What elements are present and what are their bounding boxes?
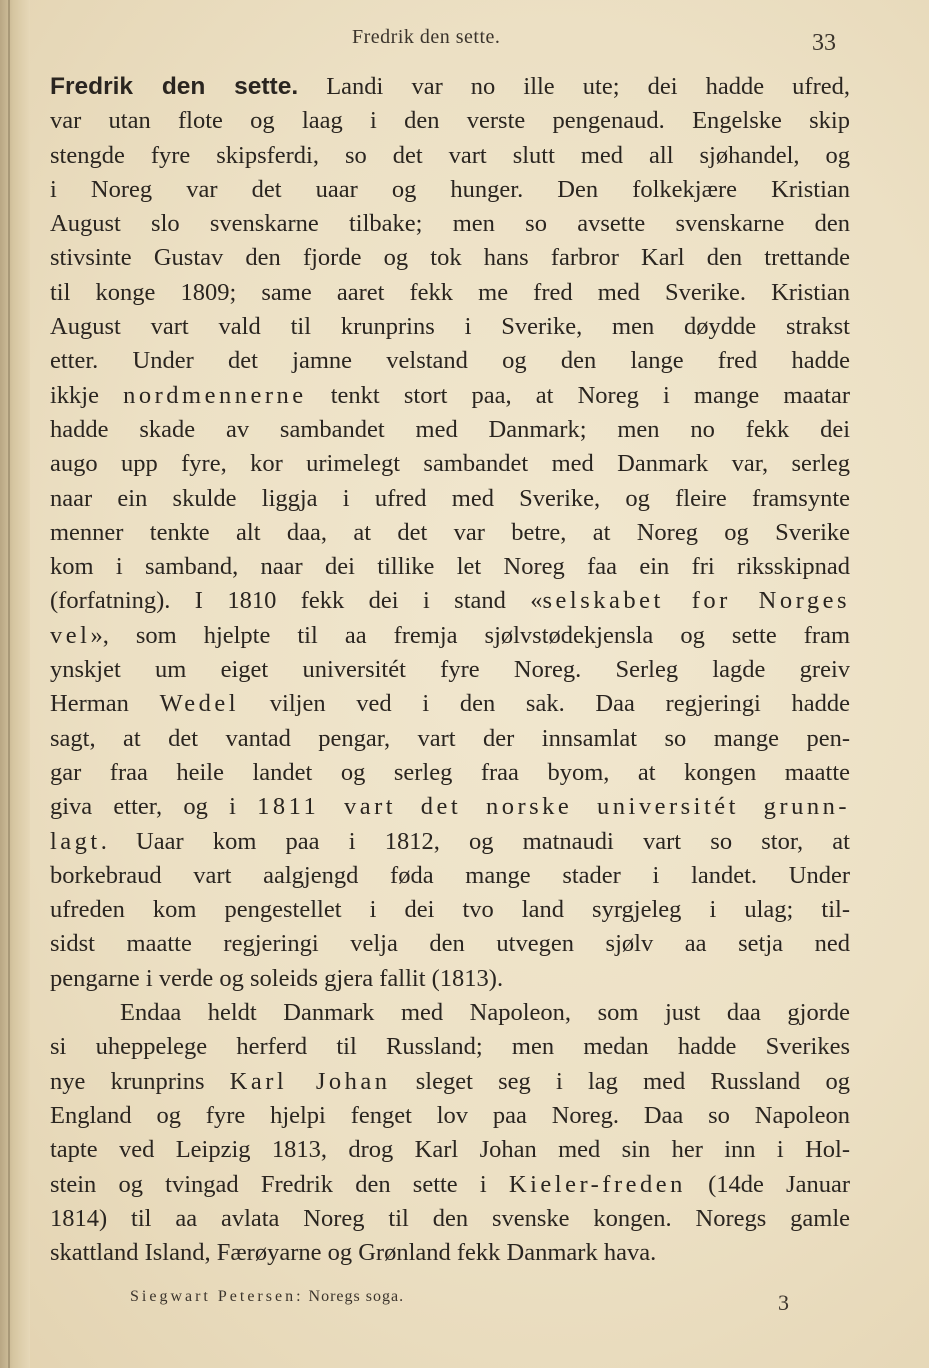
text-line [50,687,850,721]
text-segment: August slo svenskarne tilbake; men so avsette svenskarne den [50,210,850,238]
text-segment: kom i samband, naar dei tillike let Noreg faa ein fri riksskipnad [50,553,850,581]
text-segment: etter. Under det jamne velstand og den lange fred hadde [50,347,850,375]
text-segment: til konge 1809; same aaret fekk me fred med Sverike. Kristian [50,278,850,306]
text-segment: Fredrik den sette. [50,73,299,100]
text-segment: (14de Januar [685,1170,850,1198]
text-segment: Kieler-freden [508,1170,686,1198]
text-segment: stein og tvingad Fredrik den sette i [50,1170,509,1198]
text-line [50,790,850,824]
text-line [50,859,850,893]
text-segment: vel [50,621,91,649]
text-segment: nordmennerne [123,381,307,409]
text-line [50,1030,850,1064]
text-segment: viljen ved i den sak. Daa regjeringi hadde [239,690,850,718]
text-segment: Herman [50,690,160,718]
running-title: Fredrik den sette. [352,26,501,48]
text-segment: August vart vald til krunprins i Sverike, men døydde strakst [50,313,850,341]
text-segment: Karl Johan [229,1067,391,1095]
text-line [50,379,850,413]
spine-edge-line [8,0,10,1368]
text-segment: menner tenkte alt daa, at det var betre, at Noreg og Sverike [50,518,850,546]
text-segment: i Noreg var det uaar og hunger. Den folkekjære Kristian [50,175,850,203]
text-segment: si uheppelege herferd til Russland; men medan hadde Sverikes [50,1033,850,1061]
text-segment: tapte ved Leipzig 1813, drog Karl Johan med sin her inn i Hol- [50,1136,850,1164]
text-segment: skattland Island, Færøyarne og Grønland fekk Danmark hava. [50,1239,657,1267]
text-segment: hadde skade av sambandet med Danmark; men no fekk dei [50,415,850,443]
text-line [50,447,850,481]
text-line [50,722,850,756]
footer-book-title: Noregs soga. [308,1288,405,1305]
text-segment: nye krunprins [50,1067,230,1095]
text-segment: Landi var no ille ute; dei hadde ufred, [298,73,850,100]
text-line [50,1168,850,1202]
page-number: 33 [812,30,836,56]
text-line [50,173,850,207]
signature-mark: 3 [778,1290,789,1315]
text-line [50,962,850,996]
text-segment: var utan flote og laag i den verste pengenaud. Engelske skip [50,107,850,135]
text-segment: lagt [50,827,101,855]
text-line [50,241,850,275]
text-line [50,104,850,138]
text-line [50,1236,850,1270]
text-line [50,70,850,104]
text-line [50,344,850,378]
text-line [50,1133,850,1167]
text-line [50,310,850,344]
text-segment: England og fyre hjelpi fenget lov paa Noreg. Daa so Napoleon [50,1101,850,1129]
text-segment: pengarne i verde og soleids gjera fallit (1813). [50,964,504,992]
text-line [50,1099,850,1133]
book-spine [0,0,30,1368]
text-line [50,996,850,1030]
text-line [50,207,850,241]
text-line [50,825,850,859]
text-line [50,756,850,790]
text-line [50,550,850,584]
text-segment: ufreden kom pengestellet i dei tvo land syrgjeleg i ulag; til- [50,896,850,924]
text-segment: naar ein skulde liggja i ufred med Sverike, og fleire framsynte [50,484,850,512]
text-line [50,516,850,550]
text-segment: . Uaar kom paa i 1812, og matnaudi vart so stor, at [100,827,850,855]
text-segment: 1811 vart det norske universitét grunn- [257,793,850,821]
text-line [50,1065,850,1099]
text-line [50,1202,850,1236]
text-line [50,893,850,927]
text-line [50,276,850,310]
text-line [50,413,850,447]
text-line [50,584,850,618]
text-segment: borkebraud vart aalgjengd føda mange stader i landet. Under [50,861,850,889]
text-line [50,927,850,961]
text-segment: sidst maatte regjeringi velja den utvegen sjølv aa setja ned [50,930,850,958]
text-segment: ynskjet um eiget universitét fyre Noreg. Serleg lagde greiv [50,656,850,684]
text-line [50,482,850,516]
body-text [50,70,850,1270]
text-segment: sagt, at det vantad pengar, vart der innsamlat so mange pen- [50,724,850,752]
text-segment: ikkje [50,381,124,409]
text-segment: gar fraa heile landet og serleg fraa byom, at kongen maatte [50,758,850,786]
text-segment: tenkt stort paa, at Noreg i mange maatar [306,381,850,409]
text-segment: giva etter, og i [50,793,258,821]
text-segment: augo upp fyre, kor urimelegt sambandet med Danmark var, serleg [50,450,850,478]
footer-imprint [130,1288,404,1306]
text-segment: », som hjelpte til aa fremja sjølvstødekjensla og sette fram [90,621,850,649]
text-line [50,139,850,173]
text-segment: Endaa heldt Danmark med Napoleon, som just daa gjorde [120,999,850,1027]
text-segment: (forfatning). I 1810 fekk dei i stand « [50,587,543,615]
text-line [50,653,850,687]
text-segment: stivsinte Gustav den fjorde og tok hans farbror Karl den trettande [50,244,850,272]
footer-author: Siegwart Petersen: [130,1288,304,1305]
text-segment: Wedel [159,690,240,718]
text-line [50,619,850,653]
text-segment: selskabet for Norges [542,587,850,615]
text-segment: stengde fyre skipsferdi, so det vart slutt med all sjøhandel, og [50,141,850,169]
text-segment: 1814) til aa avlata Noreg til den svenske kongen. Noregs gamle [50,1204,850,1232]
text-segment: sleget seg i lag med Russland og [390,1067,850,1095]
